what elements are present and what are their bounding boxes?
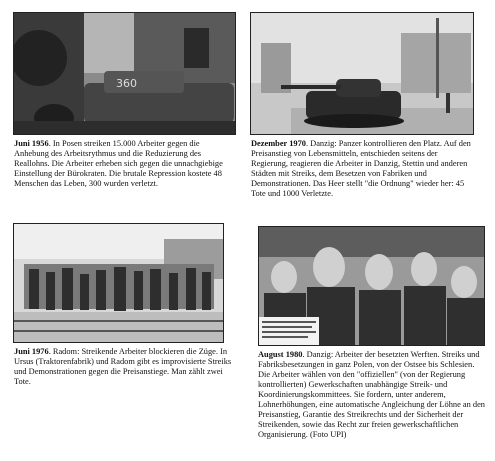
photo-1970-tank-square xyxy=(250,12,474,135)
caption-date: August 1980 xyxy=(258,350,303,359)
caption-text: . Radom: Streikende Arbeiter blockieren die Züge. In Ursus (Traktorenfabrik) und Radom gibt es improvisierte Streiks und Demonstrationen gegen die Preisanstiege. Man zählt zwei Tote. xyxy=(14,347,232,386)
caption-1976 xyxy=(14,347,234,387)
caption-text: . Danzig: Arbeiter der besetzten Werften. Streiks und Fabriksbesetzungen in ganz Polen, von der Ostsee bis Schlesien. Die Arbeiter wählen von den "offiziellen" (von der Regierung kontrollierten) Gewerkschaften unabhängige Streik- und Koordinierungskommittees. Sie fordern, unter anderem, Lohnerhöhungen, eine automatische Angleichung der Löhne an den Preisanstieg, Garantie des Streikrechts und der Sicherheit der Streikenden, sowie das Recht zur freien gewerkschaftlichen Organisierung. (Foto UPI) xyxy=(258,350,485,439)
caption-1956 xyxy=(14,139,236,189)
caption-1980 xyxy=(258,350,485,440)
caption-date: Juni 1976 xyxy=(14,347,49,356)
photo-1956-tank-crowd xyxy=(13,12,236,135)
caption-text: . In Posen streiken 15.000 Arbeiter gegen die Anhebung des Arbeitsrythmus und die Reduzierung des Reallohns. Die Arbeiter erheben sich gegen die unnachgiebige Einstellung der Bürokraten. Die brutale Repression kostete 48 Menschen das Leben, 300 wurden verletzt. xyxy=(14,139,223,188)
caption-date: Dezember 1970 xyxy=(251,139,306,148)
photo-1980-shipyard-workers xyxy=(258,226,485,346)
caption-1970 xyxy=(251,139,476,199)
photo-1976-workers-rails xyxy=(13,223,224,343)
caption-date: Juni 1956 xyxy=(14,139,49,148)
svg-text:360: 360 xyxy=(116,77,137,90)
caption-text: . Danzig: Panzer kontrollieren den Platz. Auf den Preisanstieg von Lebensmitteln, entschieden seitens der Regierung, reagieren die Arbeiter in Danzig, Stettin und anderen Städten mit Streiks, dem Besetzen von Fabriken und Demonstrationen. Das Heer stellt "die Ordnung" wieder her: 45 Tote und 1000 Verletzte. xyxy=(251,139,471,198)
